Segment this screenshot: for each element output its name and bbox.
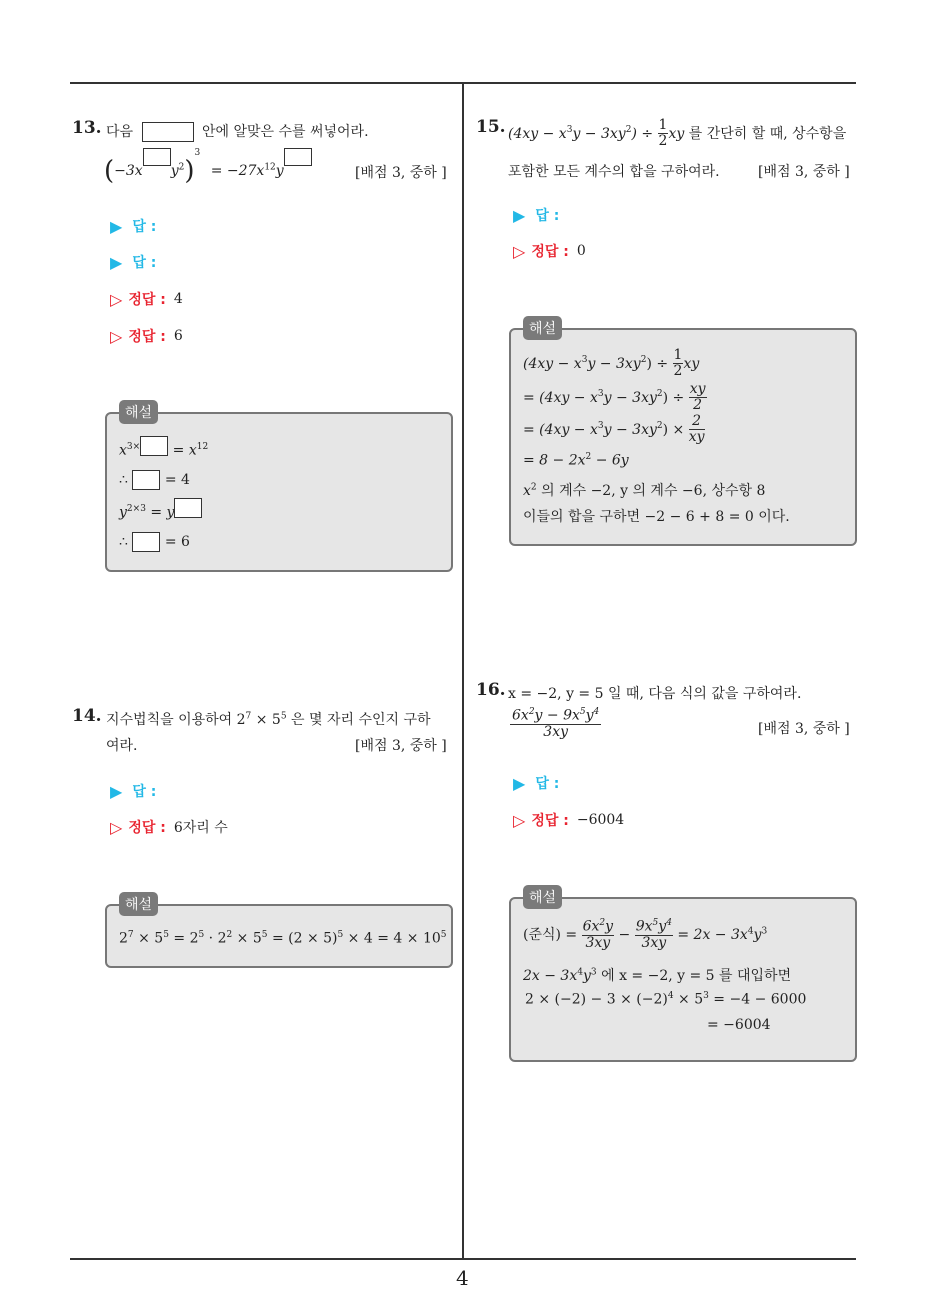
q16-exp-f2d: 3xy [641,935,667,952]
q13-eq-right-y: y [275,163,284,179]
q16-fn-e3: 4 [593,707,600,717]
q15-expr-d: xy [668,125,685,142]
q15-frac-den: 2 [658,133,668,150]
answer-label: 답 : [132,784,157,800]
answer-label: 답 : [132,255,157,271]
correct-triangle-icon: ▷ [110,817,123,837]
q13-correct-value-1: 4 [173,291,183,307]
q15-exp-l2-fd: 2 [693,397,703,414]
correct-triangle-icon: ▷ [110,289,123,309]
q16-exp-l2-c: 에 x = −2, y = 5 를 대입하면 [596,968,792,984]
q15-exp-line-2 [523,382,707,414]
q14-answer-row [110,781,156,801]
answer-triangle-icon: ▶ [513,205,526,225]
q15-exp-l1-a: (4xy − x [523,355,582,372]
q14-exp-a1: 7 [127,930,134,940]
q16-exp-f2n-a: 9x [635,918,653,935]
q14-correct-row [110,817,228,837]
q13-exp-l1-exp: 3× [126,442,141,452]
q16-exp-f1n-e: 2 [599,918,606,928]
q15-expr-e2: 2 [625,125,632,136]
q15-exp-l1-e1: 3 [581,355,588,366]
q15-exp-l2-a: = (4xy − x [523,389,598,406]
q13-exp-l3-eq: = y [150,504,175,521]
q16-exp-line-1 [523,919,767,951]
q13-eq-right-exp: 12 [264,162,276,173]
q15-exp-l1-fd: 2 [673,363,683,380]
q14-correct-value: 6자리 수 [173,820,228,836]
q16-exp-l1-c: y [753,927,762,944]
q16-frac-num [510,708,601,725]
q15-exp-l1-b: y − 3xy [587,355,641,372]
q15-expr-b: y − 3xy [572,125,626,142]
q13-eq-y: y [170,163,179,179]
q15-exp-line-5 [523,480,765,500]
q15-expr-e1: 3 [566,125,573,136]
q14-explanation-box [105,897,453,968]
q16-exp-l2-b: y [582,968,591,984]
q14-exp-b1: 5 [163,930,169,940]
q15-fraction [658,118,669,150]
q16-fraction-expr [510,708,601,740]
q15-exp-line-3 [523,414,705,446]
q13-eq-right: = −27x [210,163,265,179]
q14-exp-c1: 5 [198,930,205,940]
q16-exp-line-4: = −6004 [707,1017,771,1033]
q13-correct-row-1 [110,289,183,309]
q16-exp-l3-e2: 3 [703,991,709,1001]
answer-triangle-icon: ▶ [110,216,123,236]
answer-triangle-icon: ▶ [110,252,123,272]
q16-exp-frac-2 [635,919,673,951]
q16-exp-f1n-a: 6x [582,918,600,935]
q14-exp-g1: 5 [440,930,447,940]
answer-label: 답 : [535,208,560,224]
q16-exp-l1-a: (준식) = [523,927,578,944]
q16-exp-l2-e1: 4 [577,967,583,978]
q15-explanation-box [509,321,857,546]
bottom-rule [70,1258,856,1260]
q14-exp-b: × 5 [133,930,164,947]
q16-fn-e2: 5 [579,707,586,717]
q15-expr-c: ) ÷ [631,125,654,142]
q13-score: [배점 3, 중하 ] [355,165,447,181]
q15-exp-l2-e1: 3 [597,389,604,400]
q16-fn-e1: 2 [528,707,535,717]
q14-line1-e2: 5 [280,711,287,722]
q16-exp-f2n-e2: 4 [666,918,672,928]
q13-number: 13. [72,118,102,138]
q15-exp-l3-frac [689,414,705,446]
q14-exp-line [119,930,447,947]
q15-exp-l1-e2: 2 [640,355,647,366]
page-number: 4 [456,1266,469,1290]
q14-exp-g: × 4 = 4 × 10 [343,930,441,947]
q13-exp-l1-rhs: = x [172,442,197,459]
q15-score: [배점 3, 중하 ] [758,164,850,180]
q13-exp-blank-4 [132,532,160,552]
correct-triangle-icon: ▷ [110,326,123,346]
q15-exp-line-1 [523,348,699,380]
q13-correct-value-2: 6 [173,328,183,344]
explanation-tag: 해설 [119,892,158,916]
q16-exp-l1-e2: 3 [761,926,768,937]
q13-blank-box [142,122,194,142]
q13-pre-text: 다음 [106,124,134,140]
q15-exp-l3-a: = (4xy − x [523,421,598,438]
q13-exp-l1-rhs-exp: 12 [196,442,209,452]
q13-exp-blank-3 [174,498,202,518]
q16-exp-f2n-b: y [658,918,667,935]
q13-exp-l1-x: x [119,442,127,459]
q14-line1-c: 은 몇 자리 수인지 구하 [286,712,431,728]
q15-exp-l5-a: x [523,483,531,499]
q13-exp-l2-rhs: = 4 [164,472,190,488]
q13-exp-l4-rhs: = 6 [164,534,190,550]
q16-fn-b: y − 9x [534,707,580,724]
q15-expr-a: (4xy − x [508,125,567,142]
q16-exp-l3-a: 2 × (−2) − 3 × (−2) [525,991,668,1008]
q16-exp-f2-num [635,919,673,936]
explanation-tag: 해설 [523,316,562,340]
q16-number: 16. [476,680,506,700]
q15-exp-l2-fn: xy [689,381,706,397]
q16-exp-l2-a: 2x − 3x [523,968,578,984]
q16-exp-line-3 [525,991,806,1008]
q16-frac-den: 3xy [543,724,568,741]
q14-exp-e1: 5 [261,930,268,940]
q15-exp-l2-c: ) ÷ [662,389,685,406]
q13-eq-y-exp: 2 [178,162,185,173]
q15-exp-l3-b: y − 3xy [603,421,657,438]
q13-close-paren: ) [184,156,195,186]
q16-fn-a: 6x [512,707,529,724]
q15-exp-l2-e2: 2 [656,389,663,400]
q15-exp-l3-e1: 3 [597,421,604,432]
explanation-tag: 해설 [119,400,158,424]
q13-eq-left: −3x [114,163,143,179]
q13-eq-blank-2 [284,148,312,166]
q15-exp-l4-a: = 8 − 2x [523,452,586,469]
q16-exp-frac-1 [582,919,614,951]
q14-line2: 여라. [106,738,138,754]
q14-exp-d: · 2 [204,930,227,947]
q15-line1-tail: 를 간단히 할 때, 상수항을 [684,125,847,142]
q16-answer-row [513,773,559,793]
q15-exp-l1-d: xy [683,355,700,372]
q16-correct-row [513,810,624,830]
q14-exp-f: = (2 × 5) [267,930,338,947]
q14-line1-e1: 7 [245,711,252,722]
q13-exp-line-2 [119,470,190,490]
q13-exp-blank-2 [132,470,160,490]
q15-correct-row [513,241,586,261]
q15-exp-l4-e1: 2 [585,452,592,462]
q14-exp-c: = 2 [168,930,199,947]
q13-explanation-box [105,405,453,572]
q16-exp-l2-e2: 3 [590,967,597,978]
q14-exp-f1: 5 [337,930,344,940]
q16-exp-f1-num [582,919,614,936]
q15-number: 15. [476,117,506,137]
q15-exp-l1-frac [673,348,684,380]
q16-fraction [510,708,601,740]
q13-exp-l3-y: y [119,504,127,521]
q15-frac-num: 1 [658,117,668,133]
q16-exp-minus: − [618,927,631,944]
q13-exp-line-3 [119,504,202,521]
correct-label: 정답 : [531,813,569,829]
q15-exp-l5-b: 의 계수 −2, y 의 계수 −6, 상수항 8 [536,483,766,499]
q13-exp-line-1 [119,442,208,459]
q14-line1-a: 지수법칙을 이용하여 2 [106,712,246,728]
q16-exp-l3-c: = −4 − 6000 [708,991,807,1008]
therefore-symbol: ∴ [119,472,128,488]
answer-triangle-icon: ▶ [110,781,123,801]
q15-exp-l3-fn: 2 [689,414,705,430]
q13-equation [104,148,312,186]
q15-exp-line-4 [523,452,629,469]
q16-fn-c: y [585,707,594,724]
q13-post-text: 안에 알맞은 수를 써넣어라. [201,124,369,140]
q13-eq-blank-1 [143,148,171,166]
correct-label: 정답 : [128,820,166,836]
q15-exp-l5-e1: 2 [530,482,537,493]
correct-triangle-icon: ▷ [513,810,526,830]
q15-answer-row [513,205,559,225]
q13-answer-row-1 [110,216,156,236]
q16-exp-l3-e1: 4 [667,991,674,1001]
q13-eq-outer-exp: 3 [194,148,201,158]
q15-line2: 포함한 모든 계수의 합을 구하여라. [508,164,720,180]
q15-exp-line-6: 이들의 합을 구하면 −2 − 6 + 8 = 0 이다. [523,509,790,525]
q16-exp-l3-b: × 5 [673,991,704,1008]
q15-exp-l1-c: ) ÷ [646,355,669,372]
q16-exp-f1d: 3xy [585,935,611,952]
q15-line1 [508,118,846,150]
q15-exp-l3-c: ) × [662,421,685,438]
q16-exp-f2n-e: 5 [652,918,659,928]
q13-correct-row-2 [110,326,183,346]
q14-line1-b: × 5 [251,712,281,728]
q14-score: [배점 3, 중하 ] [355,738,447,754]
answer-label: 답 : [132,219,157,235]
q16-exp-f1n-b: y [605,918,614,935]
q13-exp-blank-1 [140,436,168,456]
correct-label: 정답 : [531,244,569,260]
q15-correct-value: 0 [576,243,586,259]
q15-exp-l4-b: − 6y [591,452,629,469]
answer-triangle-icon: ▶ [513,773,526,793]
q13-open-paren: ( [104,156,115,186]
q15-exp-l2-b: y − 3xy [603,389,657,406]
q16-exp-line-2 [523,965,791,985]
q16-line1: x = −2, y = 5 일 때, 다음 식의 값을 구하여라. [508,686,802,702]
explanation-tag: 해설 [523,885,562,909]
q16-correct-value: −6004 [576,812,625,828]
q14-line1 [106,709,431,729]
q14-exp-a: 2 [119,930,128,947]
q15-exp-l3-e2: 2 [656,421,663,432]
q13-exp-line-4 [119,532,190,552]
answer-label: 답 : [535,776,560,792]
q14-exp-e: × 5 [232,930,262,947]
therefore-symbol: ∴ [119,534,128,550]
q14-exp-d1: 2 [226,930,233,940]
correct-label: 정답 : [128,329,166,345]
q15-exp-l2-frac [689,382,707,414]
q15-exp-l1-fn: 1 [673,347,683,363]
q15-exp-l3-fd: xy [688,429,705,446]
q13-answer-row-2 [110,252,156,272]
column-divider [462,84,464,1259]
q13-line1 [106,121,369,142]
q13-exp-l3-exp: 2×3 [126,504,146,514]
correct-label: 정답 : [128,292,166,308]
q14-number: 14. [72,706,102,726]
q16-exp-l1-e1: 4 [747,926,754,937]
q16-explanation-box [509,890,857,1062]
q16-exp-l1-b: = 2x − 3x [677,927,748,944]
q16-score: [배점 3, 중하 ] [758,721,850,737]
correct-triangle-icon: ▷ [513,241,526,261]
